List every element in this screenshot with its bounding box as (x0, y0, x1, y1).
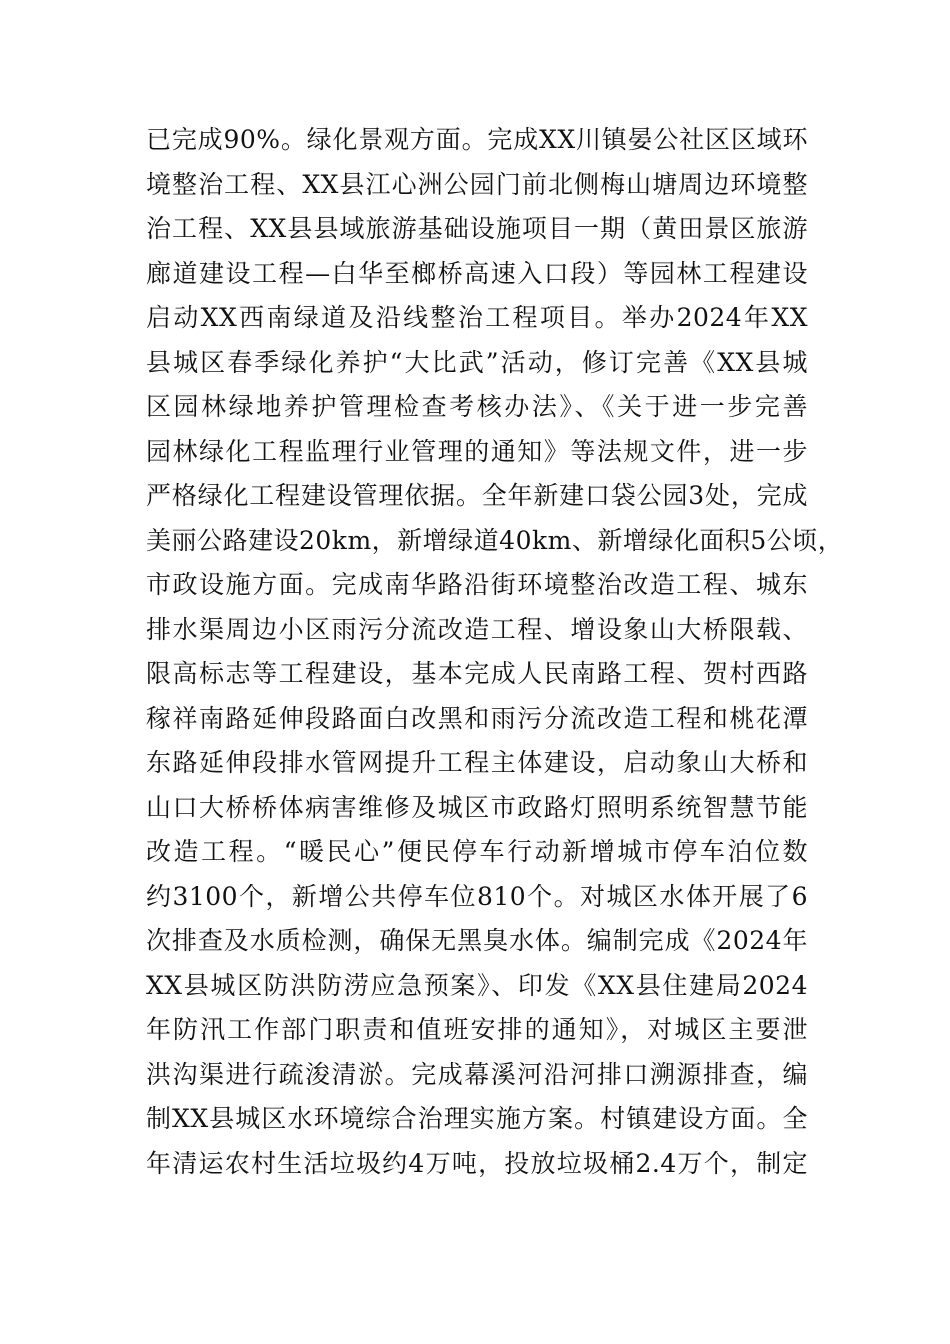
text-line: XX县城区防洪防涝应急预案》、印发《XX县住建局2024 (146, 970, 808, 1000)
text-line: 稼祥南路延伸段路面白改黑和雨污分流改造工程和桃花潭 (146, 703, 808, 733)
text-line: 严格绿化工程建设管理依据。全年新建口袋公园3处，完成 (146, 481, 808, 510)
text-line: 限高标志等工程建设，基本完成人民南路工程、贺村西路 (146, 659, 808, 688)
text-line: 美丽公路建设20km，新增绿道40km、新增绿化面积5公顷， (146, 525, 844, 555)
text-line: 制XX县城区水环境综合治理实施方案。村镇建设方面。全 (146, 1104, 808, 1133)
text-line: 洪沟渠进行疏浚清淤。完成幕溪河沿河排口溯源排查，编 (146, 1059, 808, 1089)
text-line: 区园林绿地养护管理检查考核办法》、《关于进一步完善 (146, 392, 808, 421)
text-line: 县城区春季绿化养护“大比武”活动，修订完善《XX县城 (146, 347, 808, 377)
text-line: 改造工程。“暖民心”便民停车行动新增城市停车泊位数 (146, 837, 808, 866)
text-line: 治工程、XX县县域旅游基础设施项目一期（黄田景区旅游 (146, 214, 808, 243)
text-line: 山口大桥桥体病害维修及城区市政路灯照明系统智慧节能 (146, 792, 808, 822)
text-line: 年防汛工作部门职责和值班安排的通知》，对城区主要泄 (146, 1015, 808, 1044)
text-line: 已完成90%。绿化景观方面。完成XX川镇晏公社区区域环 (146, 125, 808, 154)
text-line: 年清运农村生活垃圾约4万吨，投放垃圾桶2.4万个，制定 (146, 1148, 808, 1178)
text-line: 次排查及水质检测，确保无黑臭水体。编制完成《2024年 (146, 926, 808, 955)
text-line: 市政设施方面。完成南华路沿街环境整治改造工程、城东 (146, 570, 808, 599)
text-line: 启动XX西南绿道及沿线整治工程项目。举办2024年XX (146, 303, 808, 332)
text-line: 排水渠周边小区雨污分流改造工程、增设象山大桥限载、 (146, 614, 808, 644)
text-line: 境整治工程、XX县江心洲公园门前北侧梅山塘周边环境整 (146, 169, 808, 199)
text-line: 约3100个，新增公共停车位810个。对城区水体开展了6 (146, 881, 808, 911)
body-paragraph (146, 118, 844, 1186)
text-line: 东路延伸段排水管网提升工程主体建设，启动象山大桥和 (146, 748, 808, 777)
text-line: 园林绿化工程监理行业管理的通知》等法规文件，进一步 (146, 436, 808, 466)
text-line: 廊道建设工程—白华至榔桥高速入口段）等园林工程建设 (146, 258, 808, 288)
